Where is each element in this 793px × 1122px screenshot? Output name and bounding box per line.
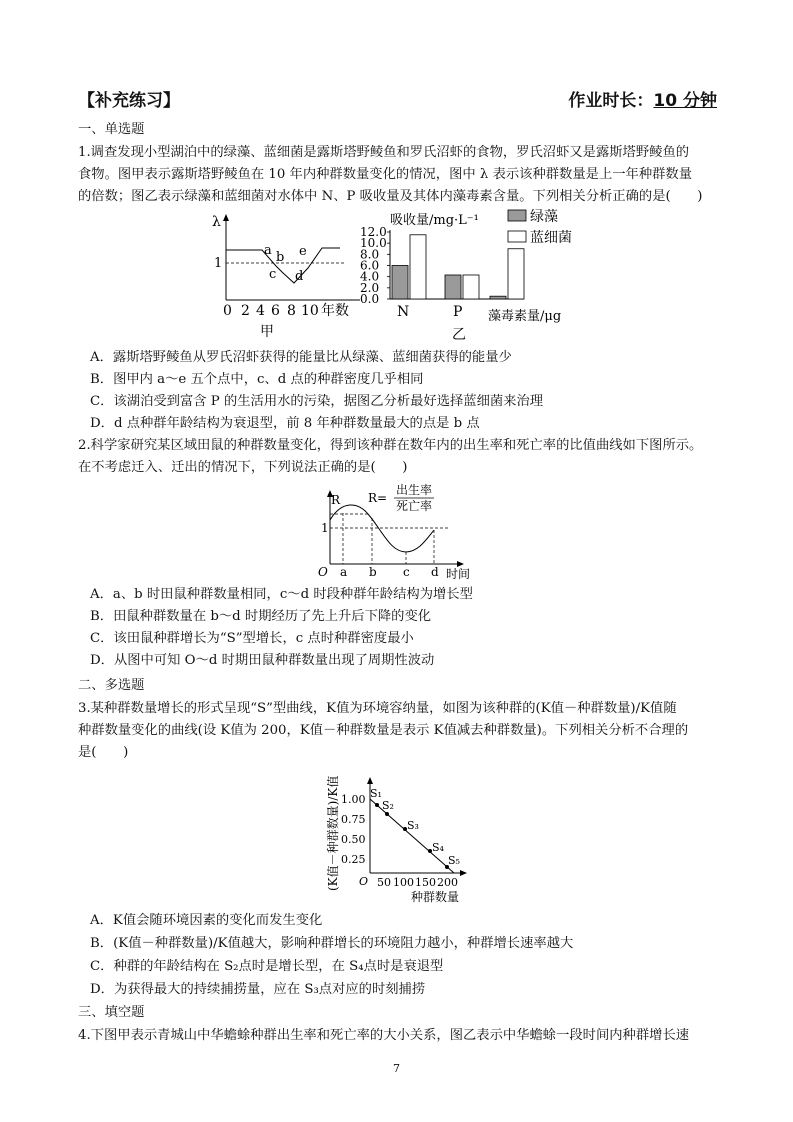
r-x-tick-a: a — [340, 565, 348, 579]
k-point-s2 — [385, 812, 389, 816]
q4-line1: 4.下图甲表示青城山中华蟾蜍种群出生率和死亡率的大小关系，图乙表示中华蟾蜍一段时间内种群增长速 — [78, 1028, 690, 1043]
q1-option-d[interactable]: D．d 点种群年龄结构为衰退型，前 8 年种群数量最大的点是 b 点 — [90, 416, 480, 431]
q2-option-b[interactable]: B．田鼠种群数量在 b～d 时期经历了先上升后下降的变化 — [90, 609, 432, 624]
k-label-s4: S₄ — [432, 841, 444, 854]
jia-x-tick-4: 4 — [256, 303, 265, 319]
yi-y-ticks — [360, 225, 390, 306]
bar-cyanobacteria-1 — [463, 275, 479, 299]
q3-line1: 3.某种群数量增长的形式呈现“S”型曲线，K值为环境容纳量，如图为该种群的(K值－种群数量)/K值随 — [78, 701, 677, 716]
bar-cyanobacteria-0 — [410, 235, 426, 299]
q3-line2: 种群数量变化的曲线(设 K值为 200，K值－种群数量是表示 K值减去种群数量)。下列相关分析不合理的 — [78, 723, 689, 738]
bar-green-algae-1 — [445, 275, 461, 299]
k-y-label: (K值－种群数量)/K值 — [326, 775, 340, 891]
homework-duration — [568, 86, 717, 111]
r-formula-numerator: 出生率 — [396, 483, 433, 497]
k-label-s1: S₁ — [370, 787, 382, 800]
figure-yi-bar-chart — [360, 208, 600, 348]
duration-label: 作业时长： — [568, 91, 654, 111]
figure-jia-lambda-chart — [200, 210, 370, 340]
section-single-choice: 一、单选题 — [78, 122, 145, 137]
q3-line3: 是( ) — [78, 745, 129, 760]
r-origin: O — [318, 565, 328, 579]
q3-option-a[interactable]: A．K值会随环境因素的变化而发生变化 — [90, 913, 323, 928]
k-y-tick-075: 0.75 — [341, 813, 366, 826]
yi-y-tick-6: 0.0 — [360, 292, 380, 306]
r-formula-denominator: 死亡率 — [396, 499, 433, 513]
q2-line2: 在不考虑迁入、迁出的情况下，下列说法正确的是( ) — [78, 460, 408, 475]
r-x-tick-d: d — [431, 565, 439, 579]
q1-option-c[interactable]: C．该湖泊受到富含 P 的生活用水的污染，据图乙分析最好选择蓝细菌来治理 — [90, 394, 544, 409]
jia-point-a: a — [264, 243, 272, 258]
jia-caption: 甲 — [260, 324, 274, 340]
figure-k-ratio-chart — [315, 765, 475, 910]
q1-line1: 1.调查发现小型湖泊中的绿藻、蓝细菌是露斯塔野鲮鱼和罗氏沼虾的食物，罗氏沼虾又是露斯塔野鲮鱼的 — [78, 145, 690, 160]
jia-x-tick-6: 6 — [271, 303, 280, 319]
page-number: 7 — [393, 1062, 400, 1075]
section-fill-blank: 三、填空题 — [78, 1005, 145, 1020]
jia-x-label: 年数 — [321, 303, 349, 319]
q3-option-c[interactable]: C．种群的年龄结构在 S₂点时是增长型，在 S₄点时是衰退型 — [90, 959, 444, 974]
yi-cat-p: P — [453, 304, 463, 320]
k-x-tick-150: 150 — [415, 876, 436, 889]
q1-line3: 的倍数；图乙表示绿藻和蓝细菌对水体中 N、P 吸收量及其体内藻毒素含量。下列相关分析正确的是( ) — [78, 189, 703, 204]
k-label-s2: S₂ — [382, 799, 394, 812]
jia-y-label: λ — [212, 214, 221, 230]
duration-value: 10 分钟 — [653, 91, 717, 111]
q3-option-d[interactable]: D．为获得最大的持续捕捞量，应在 S₃点对应的时刻捕捞 — [90, 982, 426, 997]
jia-y-tick-1: 1 — [214, 256, 223, 271]
k-x-tick-200: 200 — [437, 876, 458, 889]
legend-swatch-green-algae — [508, 210, 526, 221]
jia-point-d: d — [295, 269, 304, 284]
legend-swatch-cyanobacteria — [508, 231, 526, 242]
q2-option-c[interactable]: C．该田鼠种群增长为“S”型增长，c 点时种群密度最小 — [90, 631, 414, 646]
legend-label-cyanobacteria: 蓝细菌 — [530, 230, 572, 246]
q1-option-b[interactable]: B．图甲内 a～e 五个点中，c、d 点的种群密度几乎相同 — [90, 372, 424, 387]
yi-bars — [392, 235, 524, 299]
jia-y-arrow — [223, 214, 229, 221]
jia-point-e: e — [299, 244, 307, 259]
k-label-s3: S₃ — [407, 819, 419, 832]
k-y-tick-025: 0.25 — [341, 853, 366, 866]
yi-cat-toxin: 藻毒素量/μg — [488, 309, 562, 324]
r-x-label: 时间 — [446, 567, 471, 581]
bar-cyanobacteria-2 — [508, 249, 524, 299]
k-x-label: 种群数量 — [411, 890, 460, 904]
k-y-tick-050: 0.50 — [341, 833, 366, 846]
yi-y-tick-2: 8.0 — [360, 247, 380, 262]
yi-caption: 乙 — [452, 327, 466, 343]
r-x-tick-b: b — [369, 565, 377, 579]
bar-green-algae-2 — [490, 296, 506, 299]
r-y-label: R — [331, 493, 341, 507]
k-y-tick-100: 1.00 — [341, 793, 366, 806]
yi-y-tick-1: 10.0 — [360, 236, 387, 251]
jia-x-tick-8: 8 — [287, 303, 296, 319]
yi-y-tick-4: 4.0 — [360, 269, 380, 284]
jia-x-tick-10: 10 — [301, 303, 319, 319]
yi-y-tick-5: 2.0 — [360, 280, 380, 295]
q1-line2: 食物。图甲表示露斯塔野鲮鱼在 10 年内种群数量变化的情况，图中 λ 表示该种群数量是上一年种群数量 — [78, 167, 693, 182]
exercise-title: 【补充练习】 — [78, 91, 180, 111]
jia-point-b: b — [276, 250, 285, 265]
k-origin: O — [359, 875, 369, 888]
r-y-tick-1: 1 — [321, 521, 329, 535]
q1-option-a[interactable]: A．露斯塔野鲮鱼从罗氏沼虾获得的能量比从绿藻、蓝细菌获得的能量少 — [90, 350, 512, 365]
q2-option-d[interactable]: D．从图中可知 O～d 时期田鼠种群数量出现了周期性波动 — [90, 653, 435, 668]
jia-x-tick-2: 2 — [241, 303, 250, 319]
yi-y-tick-3: 6.0 — [360, 258, 380, 273]
q2-option-a[interactable]: A．a、b 时田鼠种群数量相同，c～d 时段种群年龄结构为增长型 — [90, 587, 473, 602]
jia-x-tick-0: 0 — [223, 303, 232, 319]
k-x-tick-50: 50 — [377, 876, 391, 889]
r-x-tick-c: c — [403, 565, 410, 579]
figure-r-ratio-chart — [310, 480, 490, 585]
jia-point-c: c — [269, 267, 277, 282]
k-point-s1 — [375, 803, 379, 807]
q3-option-b[interactable]: B．(K值－种群数量)/K值越大，影响种群增长的环境阻力越小，种群增长速率越大 — [90, 936, 574, 951]
r-formula-lhs: R= — [368, 491, 388, 505]
q2-line1: 2.科学家研究某区域田鼠的种群数量变化，得到该种群在数年内的出生率和死亡率的比值曲线如下图所示。 — [78, 438, 703, 453]
yi-y-tick-0: 12.0 — [360, 225, 387, 239]
legend-label-green-algae: 绿藻 — [530, 209, 558, 225]
section-multiple-choice: 二、多选题 — [78, 678, 145, 693]
k-x-tick-100: 100 — [393, 876, 414, 889]
yi-cat-n: N — [397, 304, 410, 320]
bar-green-algae-0 — [392, 266, 408, 300]
k-label-s5: S₅ — [448, 854, 460, 867]
yi-y-label: 吸收量/mg·L⁻¹ — [390, 213, 479, 228]
